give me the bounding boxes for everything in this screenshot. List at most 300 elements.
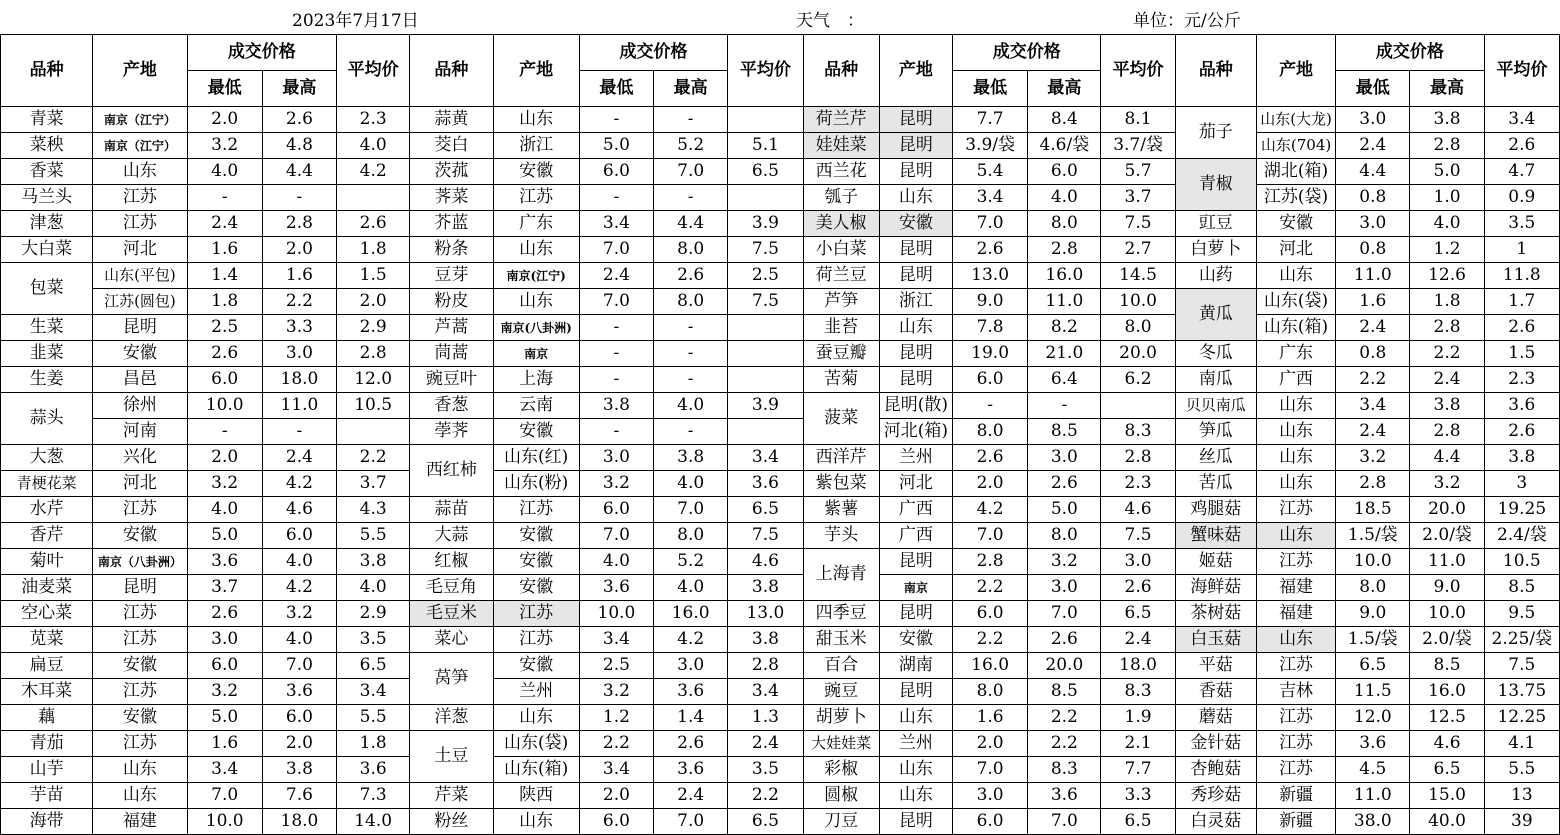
- origin-cell: 昆明: [879, 601, 952, 627]
- avg-price-cell: 7.7: [1101, 757, 1175, 783]
- variety-cell: 大娃娃菜: [803, 731, 879, 757]
- table-row: [1, 679, 1560, 705]
- avg-price-cell: [728, 341, 803, 367]
- variety-cell: 蒜苗: [410, 497, 493, 523]
- low-price-cell: 6.0: [579, 809, 653, 835]
- origin-cell: 河北: [93, 471, 187, 497]
- avg-price-cell: 3.4: [728, 445, 803, 471]
- variety-cell: 香菜: [1, 159, 93, 185]
- avg-price-cell: 5.1: [728, 133, 803, 159]
- low-price-cell: 1.6: [1336, 289, 1410, 315]
- variety-cell: 彩椒: [803, 757, 879, 783]
- variety-cell: 蟹味菇: [1175, 523, 1256, 549]
- variety-cell: 青椒: [1175, 159, 1256, 211]
- variety-cell: 豌豆: [803, 679, 879, 705]
- variety-cell: 金针菇: [1175, 731, 1256, 757]
- origin-cell: 新疆: [1256, 809, 1335, 835]
- avg-price-cell: 3.9: [728, 393, 803, 419]
- avg-price-cell: 10.5: [1484, 549, 1559, 575]
- low-price-cell: 3.2: [579, 471, 653, 497]
- variety-cell: 香芹: [1, 523, 93, 549]
- origin-cell: 南京（江宁）: [93, 107, 187, 133]
- high-price-cell: -: [654, 419, 728, 445]
- origin-cell: 山东: [493, 289, 579, 315]
- high-price-cell: 11.0: [1028, 289, 1101, 315]
- avg-price-cell: 3.5: [1484, 211, 1559, 237]
- origin-cell: 山东: [1256, 471, 1335, 497]
- low-price-cell: 6.0: [579, 497, 653, 523]
- avg-price-cell: 6.5: [1101, 601, 1175, 627]
- variety-cell: 芹菜: [410, 783, 493, 809]
- origin-cell: 江苏: [1256, 705, 1335, 731]
- high-price-cell: 1.6: [262, 263, 336, 289]
- high-price-cell: 12.6: [1410, 263, 1484, 289]
- origin-cell: 安徽: [879, 627, 952, 653]
- low-price-cell: -: [579, 341, 653, 367]
- origin-cell: 广西: [879, 497, 952, 523]
- high-price-cell: 7.0: [1028, 601, 1101, 627]
- high-price-cell: 2.6: [262, 107, 336, 133]
- variety-cell: 马兰头: [1, 185, 93, 211]
- origin-cell: 昆明: [879, 679, 952, 705]
- variety-cell: 毛豆米: [410, 601, 493, 627]
- variety-cell: 海带: [1, 809, 93, 835]
- avg-price-cell: 7.5: [1101, 211, 1175, 237]
- table-body: [1, 107, 1560, 835]
- low-price-cell: 1.5/袋: [1336, 523, 1410, 549]
- low-price-cell: 7.0: [187, 783, 262, 809]
- variety-cell: 菠菜: [803, 393, 879, 445]
- low-price-cell: 2.0: [952, 731, 1027, 757]
- variety-cell: 大葱: [1, 445, 93, 471]
- avg-price-cell: 11.8: [1484, 263, 1559, 289]
- origin-cell: 江苏(袋): [1256, 185, 1335, 211]
- avg-price-cell: 2.4: [728, 731, 803, 757]
- origin-cell: 河北: [879, 471, 952, 497]
- low-price-cell: 8.0: [952, 419, 1027, 445]
- origin-cell: 兴化: [93, 445, 187, 471]
- variety-cell: 丝瓜: [1175, 445, 1256, 471]
- low-price-cell: 10.0: [1336, 549, 1410, 575]
- avg-price-cell: 3.7: [337, 471, 410, 497]
- avg-price-cell: 4.1: [1484, 731, 1559, 757]
- avg-price-cell: 12.0: [337, 367, 410, 393]
- avg-price-cell: 3.4: [728, 679, 803, 705]
- origin-cell: 南京（江宁）: [93, 133, 187, 159]
- low-price-cell: 2.2: [1336, 367, 1410, 393]
- avg-price-cell: 2.6: [1484, 133, 1559, 159]
- low-price-cell: 2.8: [952, 549, 1027, 575]
- low-header: 最低: [952, 71, 1027, 107]
- origin-cell: 浙江: [879, 289, 952, 315]
- high-price-cell: 4.4: [654, 211, 728, 237]
- low-price-cell: -: [579, 107, 653, 133]
- variety-cell: 美人椒: [803, 211, 879, 237]
- low-price-cell: 3.0: [1336, 211, 1410, 237]
- avg-price-cell: [728, 315, 803, 341]
- variety-cell: 蒜头: [1, 393, 93, 445]
- high-price-cell: 5.2: [654, 133, 728, 159]
- origin-cell: 山东(粉): [493, 471, 579, 497]
- origin-cell: 昆明: [879, 367, 952, 393]
- avg-price-cell: 6.5: [728, 809, 803, 835]
- origin-cell: 云南: [493, 393, 579, 419]
- high-price-cell: 3.0: [1028, 575, 1101, 601]
- avg-price-cell: 2.8: [337, 341, 410, 367]
- origin-cell: 山东: [1256, 419, 1335, 445]
- high-price-cell: 3.6: [654, 757, 728, 783]
- high-price-cell: 2.6: [1028, 627, 1101, 653]
- avg-price-cell: 4.0: [337, 575, 410, 601]
- high-price-cell: 8.5: [1028, 419, 1101, 445]
- origin-cell: 广东: [1256, 341, 1335, 367]
- origin-cell: 新疆: [1256, 783, 1335, 809]
- low-price-cell: 3.2: [187, 679, 262, 705]
- avg-price-cell: 1.8: [337, 731, 410, 757]
- high-price-cell: 4.0: [654, 471, 728, 497]
- variety-cell: 瓠子: [803, 185, 879, 211]
- variety-cell: 冬瓜: [1175, 341, 1256, 367]
- avg-price-cell: 3.6: [337, 757, 410, 783]
- high-price-cell: 4.6: [1410, 731, 1484, 757]
- avg-price-cell: 2.8: [1101, 445, 1175, 471]
- origin-cell: 陕西: [493, 783, 579, 809]
- high-price-cell: 8.0: [654, 237, 728, 263]
- low-price-cell: 7.0: [952, 211, 1027, 237]
- avg-price-cell: 8.1: [1101, 107, 1175, 133]
- high-price-cell: 2.4: [654, 783, 728, 809]
- origin-header: 产地: [1256, 35, 1335, 107]
- low-price-cell: 6.0: [187, 367, 262, 393]
- high-price-cell: 2.2: [1028, 705, 1101, 731]
- table-row: [1, 419, 1560, 445]
- origin-cell: 安徽: [493, 419, 579, 445]
- avg-price-cell: 8.3: [1101, 679, 1175, 705]
- avg-price-cell: 12.25: [1484, 705, 1559, 731]
- origin-cell: 山东(袋): [493, 731, 579, 757]
- origin-cell: 江苏: [1256, 653, 1335, 679]
- origin-cell: 安徽: [93, 341, 187, 367]
- table-row: [1, 783, 1560, 809]
- high-price-cell: 16.0: [1028, 263, 1101, 289]
- origin-cell: 广东: [493, 211, 579, 237]
- high-price-cell: -: [654, 315, 728, 341]
- low-price-cell: -: [579, 185, 653, 211]
- high-price-cell: 7.0: [654, 809, 728, 835]
- avg-price-cell: 8.5: [1484, 575, 1559, 601]
- variety-cell: 芥蓝: [410, 211, 493, 237]
- low-price-cell: 11.5: [1336, 679, 1410, 705]
- high-price-cell: 2.2: [1410, 341, 1484, 367]
- low-price-cell: 1.6: [952, 705, 1027, 731]
- high-price-cell: -: [654, 185, 728, 211]
- table-row: [1, 107, 1560, 133]
- low-price-cell: 10.0: [187, 393, 262, 419]
- low-price-cell: 5.0: [187, 705, 262, 731]
- avg-price-cell: 4.2: [337, 159, 410, 185]
- high-price-cell: 8.2: [1028, 315, 1101, 341]
- variety-cell: 水芹: [1, 497, 93, 523]
- low-price-cell: 2.0: [952, 471, 1027, 497]
- variety-cell: 油麦菜: [1, 575, 93, 601]
- variety-cell: 蚕豆瓣: [803, 341, 879, 367]
- avg-price-cell: 14.0: [337, 809, 410, 835]
- high-price-cell: 3.6: [262, 679, 336, 705]
- low-price-cell: 1.4: [187, 263, 262, 289]
- high-price-cell: 8.0: [1028, 211, 1101, 237]
- low-price-cell: 3.4: [1336, 393, 1410, 419]
- variety-cell: 木耳菜: [1, 679, 93, 705]
- high-price-cell: 3.6: [1028, 783, 1101, 809]
- low-price-cell: 1.2: [579, 705, 653, 731]
- avg-price-cell: 2.4: [1101, 627, 1175, 653]
- low-price-cell: 1.6: [187, 731, 262, 757]
- low-price-cell: 19.0: [952, 341, 1027, 367]
- variety-cell: 紫包菜: [803, 471, 879, 497]
- avg-price-cell: 2.7: [1101, 237, 1175, 263]
- high-price-cell: 8.3: [1028, 757, 1101, 783]
- variety-cell: 生菜: [1, 315, 93, 341]
- high-price-cell: 2.4: [262, 445, 336, 471]
- avg-price-cell: 2.6: [1484, 419, 1559, 445]
- variety-cell: 芦蒿: [410, 315, 493, 341]
- variety-cell: 甜玉米: [803, 627, 879, 653]
- low-price-cell: 3.7: [187, 575, 262, 601]
- table-row: [1, 315, 1560, 341]
- avg-price-cell: 3.8: [728, 575, 803, 601]
- variety-cell: 南瓜: [1175, 367, 1256, 393]
- variety-cell: 山药: [1175, 263, 1256, 289]
- high-price-cell: 2.6: [654, 731, 728, 757]
- table-row: [1, 705, 1560, 731]
- high-price-cell: 3.2: [262, 601, 336, 627]
- avg-price-cell: 3.0: [1101, 549, 1175, 575]
- avg-price-cell: 3.5: [337, 627, 410, 653]
- high-price-cell: 20.0: [1410, 497, 1484, 523]
- avg-price-cell: 6.5: [337, 653, 410, 679]
- variety-cell: 圆椒: [803, 783, 879, 809]
- low-price-cell: 0.8: [1336, 341, 1410, 367]
- origin-cell: 湖北(箱): [1256, 159, 1335, 185]
- variety-header: 品种: [803, 35, 879, 107]
- origin-cell: 山东(红): [493, 445, 579, 471]
- low-price-cell: 2.6: [187, 601, 262, 627]
- table-row: [1, 497, 1560, 523]
- low-price-cell: 3.6: [579, 575, 653, 601]
- origin-cell: 福建: [1256, 601, 1335, 627]
- variety-cell: 海鲜菇: [1175, 575, 1256, 601]
- avg-price-cell: 6.5: [728, 497, 803, 523]
- price-header: 成交价格: [579, 35, 727, 71]
- avg-price-cell: 3.6: [728, 471, 803, 497]
- origin-cell: 江苏: [493, 601, 579, 627]
- high-price-cell: 2.4: [1410, 367, 1484, 393]
- unit-label: 单位：元/公斤: [1133, 11, 1241, 31]
- origin-cell: 吉林: [1256, 679, 1335, 705]
- avg-price-cell: 2.3: [337, 107, 410, 133]
- origin-cell: 江苏: [1256, 757, 1335, 783]
- variety-cell: 菜秧: [1, 133, 93, 159]
- origin-cell: 安徽: [93, 653, 187, 679]
- variety-cell: 韭菜: [1, 341, 93, 367]
- origin-cell: 山东(箱): [493, 757, 579, 783]
- low-price-cell: 3.4: [187, 757, 262, 783]
- low-price-cell: 3.4: [952, 185, 1027, 211]
- avg-price-cell: 1: [1484, 237, 1559, 263]
- avg-price-cell: 3.7/袋: [1101, 133, 1175, 159]
- high-price-cell: 3.8: [1410, 107, 1484, 133]
- high-price-cell: 11.0: [1410, 549, 1484, 575]
- low-price-cell: 2.2: [952, 575, 1027, 601]
- low-price-cell: 2.6: [952, 237, 1027, 263]
- table-row: [1, 445, 1560, 471]
- high-price-cell: 3.8: [1410, 393, 1484, 419]
- high-price-cell: 4.4: [262, 159, 336, 185]
- high-price-cell: 2.8: [262, 211, 336, 237]
- origin-cell: 山东: [879, 705, 952, 731]
- origin-cell: 山东: [879, 185, 952, 211]
- low-price-cell: 12.0: [1336, 705, 1410, 731]
- origin-cell: 昆明(散): [879, 393, 952, 419]
- high-price-cell: 2.8: [1410, 315, 1484, 341]
- origin-cell: 江苏: [93, 731, 187, 757]
- low-price-cell: 1.6: [187, 237, 262, 263]
- variety-cell: 茼蒿: [410, 341, 493, 367]
- avg-header: 平均价: [728, 35, 803, 107]
- table-row: [1, 549, 1560, 575]
- high-price-cell: -: [654, 341, 728, 367]
- low-price-cell: 2.4: [1336, 419, 1410, 445]
- avg-price-cell: 3.8: [337, 549, 410, 575]
- high-price-cell: 6.5: [1410, 757, 1484, 783]
- origin-cell: 安徽: [879, 211, 952, 237]
- low-price-cell: 3.0: [952, 783, 1027, 809]
- origin-cell: 昆明: [93, 315, 187, 341]
- origin-cell: 山东: [879, 757, 952, 783]
- variety-cell: 青菜: [1, 107, 93, 133]
- avg-price-cell: 2.25/袋: [1484, 627, 1559, 653]
- variety-cell: 豌豆叶: [410, 367, 493, 393]
- high-price-cell: 8.0: [1028, 523, 1101, 549]
- low-price-cell: 2.6: [187, 341, 262, 367]
- low-price-cell: 2.0: [187, 445, 262, 471]
- origin-cell: 江苏: [1256, 497, 1335, 523]
- origin-cell: 安徽: [493, 549, 579, 575]
- variety-cell: 大白菜: [1, 237, 93, 263]
- variety-cell: 青梗花菜: [1, 471, 93, 497]
- avg-price-cell: [728, 419, 803, 445]
- low-price-cell: 5.0: [579, 133, 653, 159]
- high-price-cell: 6.4: [1028, 367, 1101, 393]
- low-price-cell: 4.0: [187, 159, 262, 185]
- low-price-cell: 3.2: [579, 679, 653, 705]
- origin-cell: 山东(大龙): [1256, 107, 1335, 133]
- origin-header: 产地: [93, 35, 187, 107]
- variety-cell: 荷兰芹: [803, 107, 879, 133]
- variety-cell: 藕: [1, 705, 93, 731]
- high-price-cell: 11.0: [262, 393, 336, 419]
- high-price-cell: -: [1028, 393, 1101, 419]
- avg-price-cell: 13.0: [728, 601, 803, 627]
- origin-cell: 广西: [879, 523, 952, 549]
- origin-cell: 南京(八卦洲): [493, 315, 579, 341]
- high-price-cell: 12.5: [1410, 705, 1484, 731]
- origin-cell: 兰州: [879, 731, 952, 757]
- avg-header: 平均价: [1101, 35, 1175, 107]
- origin-cell: 河南: [93, 419, 187, 445]
- avg-price-cell: 13.75: [1484, 679, 1559, 705]
- low-price-cell: 3.6: [1336, 731, 1410, 757]
- high-price-cell: 2.0/袋: [1410, 627, 1484, 653]
- high-price-cell: 3.8: [262, 757, 336, 783]
- origin-cell: 江苏: [1256, 549, 1335, 575]
- origin-cell: 南京: [493, 341, 579, 367]
- avg-price-cell: 2.0: [337, 289, 410, 315]
- avg-price-cell: 5.7: [1101, 159, 1175, 185]
- origin-cell: 安徽: [1256, 211, 1335, 237]
- variety-cell: 荷兰豆: [803, 263, 879, 289]
- high-price-cell: 4.8: [262, 133, 336, 159]
- avg-price-cell: 2.1: [1101, 731, 1175, 757]
- avg-price-cell: 2.8: [728, 653, 803, 679]
- origin-cell: 南京(江宁): [493, 263, 579, 289]
- variety-cell: 香葱: [410, 393, 493, 419]
- high-price-cell: 2.8: [1028, 237, 1101, 263]
- low-price-cell: 4.2: [952, 497, 1027, 523]
- table-row: [1, 133, 1560, 159]
- weather-label: 天气 ：: [796, 11, 864, 31]
- low-price-cell: 3.2: [1336, 445, 1410, 471]
- high-price-cell: 4.0: [654, 575, 728, 601]
- variety-cell: 胡萝卜: [803, 705, 879, 731]
- low-price-cell: 4.0: [187, 497, 262, 523]
- low-price-cell: 2.5: [579, 653, 653, 679]
- origin-cell: 山东(平包): [93, 263, 187, 289]
- low-price-cell: 3.6: [187, 549, 262, 575]
- low-price-cell: 3.4: [579, 757, 653, 783]
- origin-cell: 河北: [93, 237, 187, 263]
- variety-cell: 豆芽: [410, 263, 493, 289]
- variety-cell: 蒜黄: [410, 107, 493, 133]
- variety-cell: 白萝卜: [1175, 237, 1256, 263]
- high-header: 最高: [262, 71, 336, 107]
- table-row: [1, 367, 1560, 393]
- low-price-cell: 3.0: [579, 445, 653, 471]
- variety-cell: 豇豆: [1175, 211, 1256, 237]
- origin-cell: 山东: [93, 757, 187, 783]
- avg-price-cell: 7.5: [728, 237, 803, 263]
- high-price-cell: 2.2: [1028, 731, 1101, 757]
- variety-cell: 粉皮: [410, 289, 493, 315]
- origin-cell: 浙江: [493, 133, 579, 159]
- origin-cell: 山东: [493, 809, 579, 835]
- origin-header: 产地: [493, 35, 579, 107]
- high-price-cell: 2.0: [262, 731, 336, 757]
- avg-price-cell: 5.5: [337, 523, 410, 549]
- high-price-cell: 3.6: [654, 679, 728, 705]
- high-price-cell: 1.4: [654, 705, 728, 731]
- high-price-cell: 2.0: [262, 237, 336, 263]
- origin-cell: 广西: [1256, 367, 1335, 393]
- variety-cell: 荸荠: [410, 419, 493, 445]
- low-price-cell: 8.0: [952, 679, 1027, 705]
- low-price-cell: 10.0: [579, 601, 653, 627]
- avg-price-cell: 2.2: [728, 783, 803, 809]
- high-price-cell: 9.0: [1410, 575, 1484, 601]
- origin-cell: 昆明: [879, 237, 952, 263]
- high-price-cell: 5.2: [654, 549, 728, 575]
- variety-cell: 洋葱: [410, 705, 493, 731]
